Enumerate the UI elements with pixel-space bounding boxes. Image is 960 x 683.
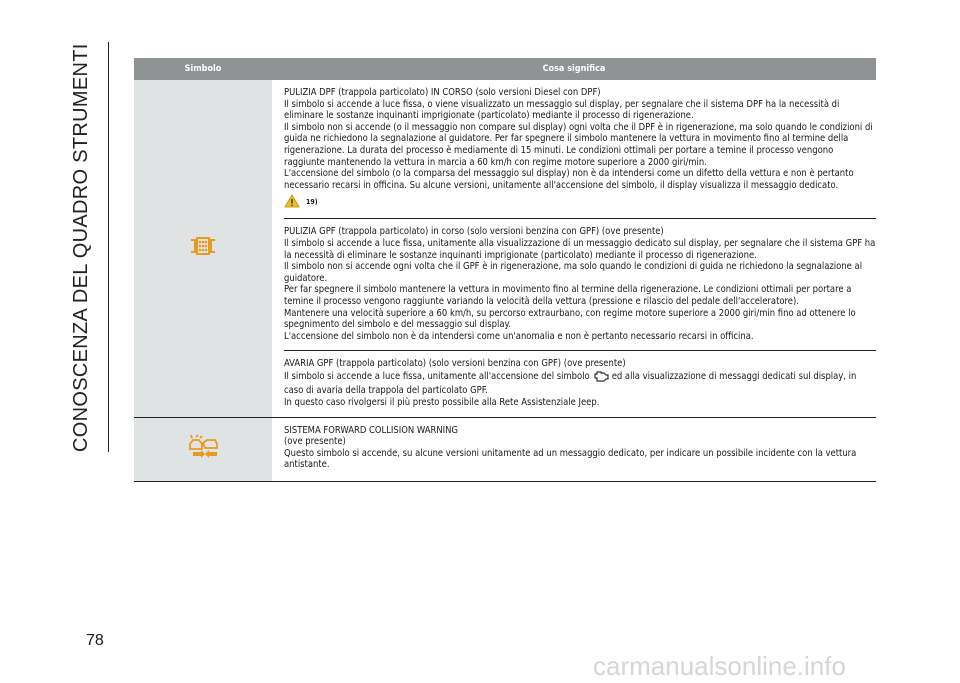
meaning-cell	[272, 418, 876, 481]
dpf-warning-icon	[188, 235, 218, 261]
gpf-fault-description	[284, 351, 876, 416]
table-row	[134, 80, 876, 418]
dpf-description	[284, 80, 876, 219]
warning-note	[284, 194, 876, 210]
gpf-description	[284, 219, 876, 351]
meaning-cell	[272, 80, 876, 417]
fcw-description	[284, 418, 876, 481]
dpf-paragraph: Il simbolo non si accende (o il messaggio non compare sul display) ogni volta che il DPF è in rigenerazione, ma solo quando le condizioni di guida ne richiedono la segnalazione al guidatore. Per far spegnere il simbolo mantenere la vettura in movimento fino al termine della rigenerazione. La durata del processo è mediamente di 15 minuti. Le condizioni ottimali per portare a temine il processo vengono raggiunte mantenendo la vettura in marcia a 60 km/h con regime motore superiore a 2000 giri/min.	[284, 121, 873, 168]
header-symbol: Simbolo	[184, 64, 222, 74]
caution-triangle-icon	[284, 194, 300, 212]
note-reference: 19)	[306, 197, 318, 206]
fcw-title: SISTEMA FORWARD COLLISION WARNING	[284, 424, 458, 436]
page-number: 78	[86, 632, 104, 649]
section-side-title: CONOSCENZA DEL QUADRO STRUMENTI	[70, 43, 92, 452]
table-row	[134, 418, 876, 482]
symbol-cell	[134, 80, 272, 417]
dpf-title: PULIZIA DPF (trappola particolato) IN CORSO (solo versioni Diesel con DPF)	[284, 87, 601, 98]
gpf-fault-title: AVARIA GPF (trappola particolato) (solo versioni benzina con GPF) (ove presente)	[284, 358, 626, 370]
gpf-paragraph: L'accensione del simbolo non è da intendersi come un'anomalia e non è pertanto necessario recarsi in officina.	[284, 330, 754, 342]
fcw-paragraph: Questo simbolo si accende, su alcune versioni unitamente ad un messaggio dedicato, per indicare un possibile incidente con la vettura antistante.	[284, 447, 857, 471]
gpf-paragraph: Mantenere una velocità superiore a 60 km/h, su percorso extraurbano, con regime motore superiore a 2000 giri/min fino ad ottenere lo spegnimento del simbolo e del messaggio sul display.	[284, 307, 856, 331]
gpf-fault-text-after: ed alla visualizzazione di messaggi dedicati sul display, in caso di avaria della trappola del particolato GPF.	[284, 370, 857, 397]
table-header	[134, 58, 876, 80]
gpf-paragraph: Il simbolo non si accende ogni volta che il GPF è in rigenerazione, ma solo quando le condizioni di guida ne richiedono la segnalazione al guidatore.	[284, 261, 863, 284]
forward-collision-icon	[187, 434, 219, 464]
header-meaning: Cosa significa	[542, 64, 606, 74]
gpf-fault-paragraph: In questo caso rivolgersi il più presto possibile alla Rete Assistenziale Jeep.	[284, 397, 600, 409]
engine-check-icon	[593, 370, 609, 386]
gpf-title: PULIZIA GPF (trappola particolato) in corso (solo versioni benzina con GPF) (ove presente)	[284, 226, 664, 238]
gpf-fault-text-before: Il simbolo si accende a luce fissa, unitamente all'accensione del simbolo	[284, 370, 590, 382]
gpf-fault-paragraph	[284, 370, 876, 397]
side-divider	[108, 42, 109, 452]
symbol-cell	[134, 418, 272, 481]
watermark: carmanualsonline.info	[593, 651, 846, 681]
fcw-subtitle: (ove presente)	[284, 436, 346, 448]
gpf-paragraph: Per far spegnere il simbolo mantenere la vettura in movimento fino al termine della rigenerazione. Le condizioni ottimali per portare a temine il processo vengono raggiunte variando la velocità della vettura (pressione e rilascio del pedale dell'acceleratore).	[284, 284, 852, 307]
symbols-table	[134, 58, 876, 482]
gpf-paragraph: Il simbolo si accende a luce fissa, unitamente alla visualizzazione di un messaggio dedicato sul display, per segnalare che il sistema GPF ha la necessità di eliminare le sostanze inquinanti imprigionate (particolato) mediante il processo di rigenerazione.	[284, 237, 876, 261]
dpf-paragraph: Il simbolo si accende a luce fissa, o viene visualizzato un messaggio sul display, per segnalare che il sistema DPF ha la necessità di eliminare le sostanze inquinanti imprigionate (particolato) mediante il processo di rigenerazione.	[284, 98, 840, 122]
dpf-paragraph: L'accensione del simbolo (o la comparsa del messaggio sul display) non è da intendersi come un difetto della vettura e non è pertanto necessario recarsi in officina. Su alcune versioni, unitamente all'accensione del simbolo, il display visualizza il messaggio dedicato.	[284, 168, 854, 191]
